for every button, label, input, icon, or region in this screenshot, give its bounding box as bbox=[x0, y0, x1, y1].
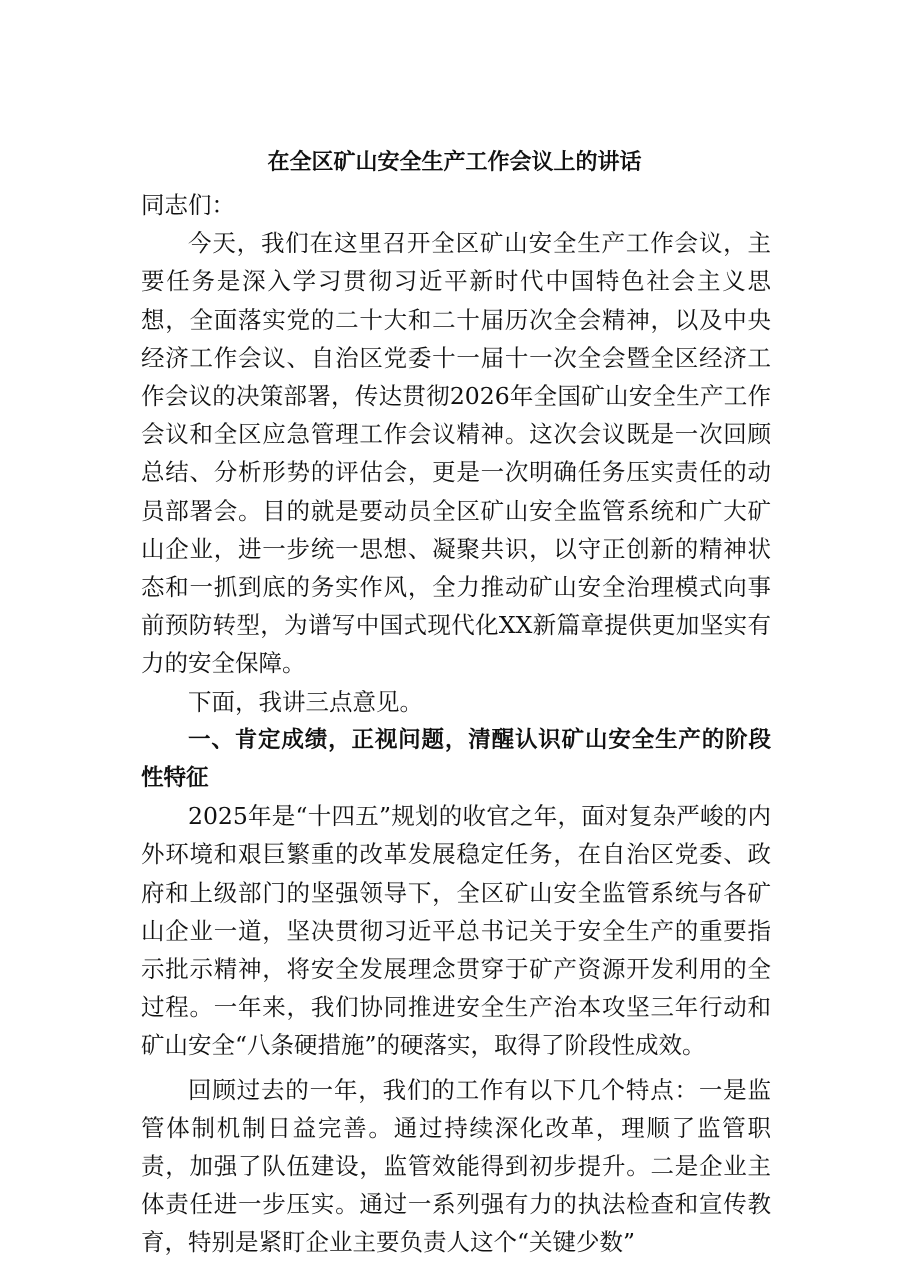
paragraph-intro: 今天，我们在这里召开全区矿山安全生产工作会议，主要任务是深入学习贯彻习近平新时代中国特色社会主义思想，全面落实党的二十大和二十届历次全会精神，以及中央经济工作会议、自治区党委十一届十一次全会暨全区经济工作会议的决策部署，传达贯彻2026年全国矿山安全生产工作会议和全区应急管理工作会议精神。这次会议既是一次回顾总结、分析形势的评估会，更是一次明确任务压实责任的动员部署会。目的就是要动员全区矿山安全监管系统和广大矿山企业，进一步统一思想、凝聚共识，以守正创新的精神状态和一抓到底的务实作风，全力推动矿山安全治理模式向事前预防转型，为谱写中国式现代化XX新篇章提供更加坚实有力的安全保障。 bbox=[141, 229, 771, 678]
paragraph-section-2: 回顾过去的一年，我们的工作有以下几个特点：一是监管体制机制日益完善。通过持续深化改革，理顺了监管职责，加强了队伍建设，监管效能得到初步提升。二是企业主体责任进一步压实。通过一系列强有力的执法检查和宣传教育，特别是紧盯企业主要负责人这个“关键少数” bbox=[141, 1075, 771, 1257]
section-heading-1: 一、肯定成绩，正视问题，清醒认识矿山安全生产的阶段性特征 bbox=[141, 726, 771, 792]
salutation: 同志们： bbox=[141, 191, 235, 219]
document-body bbox=[141, 186, 771, 1262]
document-title: 在全区矿山安全生产工作会议上的讲话 bbox=[267, 149, 642, 175]
paragraph-outline: 下面，我讲三点意见。 bbox=[188, 687, 423, 716]
paragraph-section-1: 2025年是“十四五”规划的收官之年，面对复杂严峻的内外环境和艰巨繁重的改革发展稳定任务，在自治区党委、政府和上级部门的坚强领导下，全区矿山安全监管系统与各矿山企业一道，坚决贯彻习近平总书记关于安全生产的重要指示批示精神，将安全发展理念贯穿于矿产资源开发利用的全过程。一年来，我们协同推进安全生产治本攻坚三年行动和矿山安全“八条硬措施”的硬落实，取得了阶段性成效。 bbox=[141, 802, 771, 1060]
